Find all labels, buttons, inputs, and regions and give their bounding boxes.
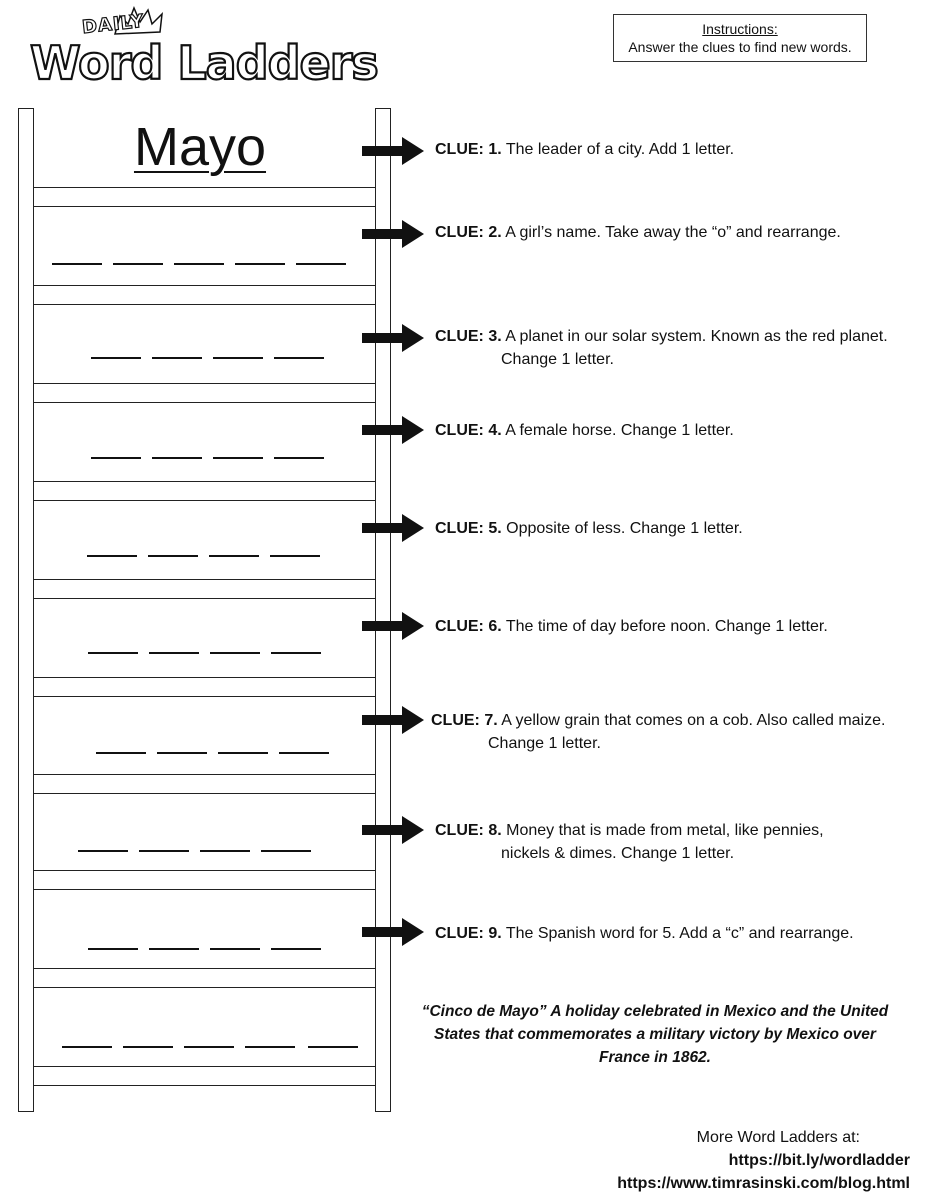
answer-blank[interactable]: [149, 948, 199, 950]
answer-blank[interactable]: [184, 1046, 234, 1048]
answer-blank[interactable]: [174, 263, 224, 265]
holiday-note: “Cinco de Mayo” A holiday celebrated in Mexico and the United States that commemorates a military victory by Mexico over France in 1862.: [421, 1003, 889, 1066]
arrow-right-icon: [362, 322, 426, 354]
answer-blank[interactable]: [210, 948, 260, 950]
clue-text-cont: Change 1 letter.: [501, 351, 614, 368]
ladder-rung: [34, 677, 375, 697]
logo-main-text: Word Ladders: [30, 36, 378, 90]
answer-blank[interactable]: [274, 357, 324, 359]
answer-blank[interactable]: [139, 850, 189, 852]
arrow-right-icon: [362, 704, 426, 736]
start-word: Mayo: [133, 117, 267, 177]
ladder-left-rail: [18, 108, 34, 1112]
clue-text: The Spanish word for 5. Add a “c” and rearrange.: [501, 925, 854, 942]
clue-2: [435, 221, 841, 244]
clue-text: Money that is made from metal, like pennies,: [501, 822, 824, 839]
ladder-rung: [34, 285, 375, 305]
instructions-text: Answer the clues to find new words.: [628, 39, 852, 55]
ladder-rung: [34, 774, 375, 794]
answer-blank[interactable]: [218, 752, 268, 754]
clue-number: CLUE: 7.: [431, 712, 498, 729]
clue-3: [435, 325, 888, 371]
ladder-rung: [34, 187, 375, 207]
answer-blank[interactable]: [88, 948, 138, 950]
clue-5: [435, 517, 743, 540]
answer-blank[interactable]: [274, 457, 324, 459]
clue-9: [435, 922, 854, 945]
answer-blank[interactable]: [123, 1046, 173, 1048]
clue-text: The leader of a city. Add 1 letter.: [501, 141, 735, 158]
answer-blank[interactable]: [88, 652, 138, 654]
ladder-rung: [34, 579, 375, 599]
answer-blank[interactable]: [261, 850, 311, 852]
answer-blank[interactable]: [52, 263, 102, 265]
answer-blank[interactable]: [279, 752, 329, 754]
ladder-rung: [34, 481, 375, 501]
clue-number: CLUE: 4.: [435, 422, 502, 439]
footer-link-bitly[interactable]: https://bit.ly/wordladder: [728, 1152, 910, 1169]
answer-blank[interactable]: [296, 263, 346, 265]
clue-number: CLUE: 8.: [435, 822, 502, 839]
answer-blank[interactable]: [152, 357, 202, 359]
instructions-box: [613, 14, 867, 62]
arrow-right-icon: [362, 814, 426, 846]
footer-link-blog[interactable]: https://www.timrasinski.com/blog.html: [617, 1175, 910, 1192]
clue-6: [435, 615, 828, 638]
answer-blank[interactable]: [96, 752, 146, 754]
clue-number: CLUE: 5.: [435, 520, 502, 537]
logo-daily-text: DAILY: [81, 10, 146, 39]
clue-number: CLUE: 3.: [435, 328, 502, 345]
clue-text-cont: nickels & dimes. Change 1 letter.: [501, 845, 735, 862]
clue-text: The time of day before noon. Change 1 letter.: [501, 618, 828, 635]
clue-7: [431, 709, 885, 755]
answer-blank[interactable]: [148, 555, 198, 557]
arrow-right-icon: [362, 916, 426, 948]
answer-blank[interactable]: [87, 555, 137, 557]
arrow-right-icon: [362, 218, 426, 250]
clue-number: CLUE: 2.: [435, 224, 502, 241]
answer-blank[interactable]: [235, 263, 285, 265]
answer-blank[interactable]: [78, 850, 128, 852]
footer-lead: More Word Ladders at:: [696, 1129, 860, 1146]
clue-text: A planet in our solar system. Known as the red planet.: [501, 328, 888, 345]
answer-blank[interactable]: [209, 555, 259, 557]
answer-blank[interactable]: [271, 948, 321, 950]
answer-blank[interactable]: [308, 1046, 358, 1048]
clue-number: CLUE: 6.: [435, 618, 502, 635]
instructions-title: Instructions:: [702, 21, 778, 37]
answer-blank[interactable]: [149, 652, 199, 654]
word-ladders-logo: [30, 10, 378, 94]
clue-text: A female horse. Change 1 letter.: [501, 422, 734, 439]
arrow-right-icon: [362, 135, 426, 167]
arrow-right-icon: [362, 610, 426, 642]
answer-blank[interactable]: [213, 357, 263, 359]
answer-blank[interactable]: [91, 457, 141, 459]
ladder-rung: [34, 870, 375, 890]
clue-number: CLUE: 9.: [435, 925, 502, 942]
arrow-right-icon: [362, 414, 426, 446]
footer: [560, 1126, 910, 1195]
answer-blank[interactable]: [210, 652, 260, 654]
ladder-rung: [34, 383, 375, 403]
answer-blank[interactable]: [152, 457, 202, 459]
clue-number: CLUE: 1.: [435, 141, 502, 158]
answer-blank[interactable]: [91, 357, 141, 359]
clue-8: [435, 819, 824, 865]
answer-blank[interactable]: [213, 457, 263, 459]
clue-4: [435, 419, 734, 442]
answer-blank[interactable]: [245, 1046, 295, 1048]
ladder-rung: [34, 1066, 375, 1086]
clue-1: [435, 138, 734, 161]
arrow-right-icon: [362, 512, 426, 544]
answer-blank[interactable]: [271, 652, 321, 654]
answer-blank[interactable]: [200, 850, 250, 852]
ladder-rung: [34, 968, 375, 988]
clue-text: Opposite of less. Change 1 letter.: [501, 520, 743, 537]
clue-text: A yellow grain that comes on a cob. Also called maize.: [497, 712, 886, 729]
answer-blank[interactable]: [270, 555, 320, 557]
answer-blank[interactable]: [62, 1046, 112, 1048]
answer-blank[interactable]: [113, 263, 163, 265]
clue-text: A girl’s name. Take away the “o” and rearrange.: [501, 224, 841, 241]
answer-blank[interactable]: [157, 752, 207, 754]
clue-text-cont: Change 1 letter.: [488, 735, 601, 752]
